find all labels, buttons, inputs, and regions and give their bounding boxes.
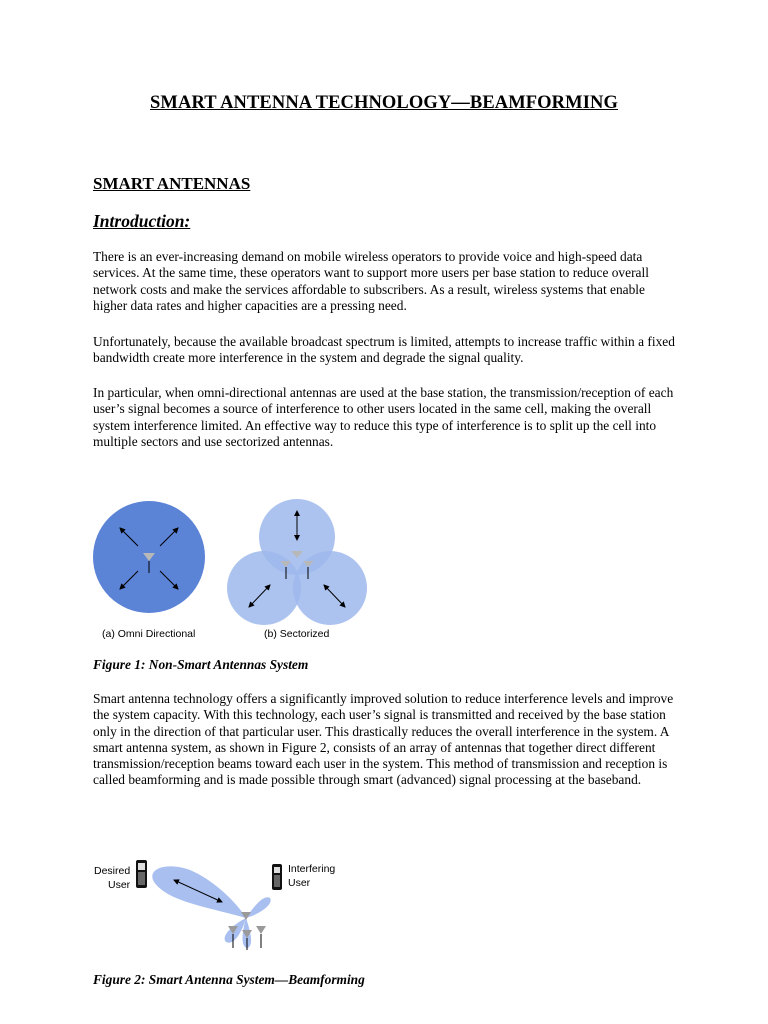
beam-pattern [152, 866, 270, 948]
figure-1-diagram [88, 495, 388, 645]
sectorized-cell [227, 499, 367, 625]
antenna-array-icon [228, 912, 266, 950]
desired-user-label-line-2: User [108, 879, 131, 891]
interfering-user-phone-icon [272, 864, 282, 890]
paragraph-3: In particular, when omni-directional antennas are used at the base station, the transmission/reception of each user’s signal becomes a source of interference to other users located in the same cell, making the overall system interference limited. An effective way to reduce this type of interference is to split up the cell into multiple sectors and use sectorized antennas. [93, 385, 674, 449]
figure-2-diagram [88, 852, 358, 952]
paragraph-4: Smart antenna technology offers a significantly improved solution to reduce interference levels and improve the system capacity. With this technology, each user’s signal is transmitted and received by the base station only in the direction of that particular user. This drastically reduces the overall interference in the system. A smart antenna system, as shown in Figure 2, consists of an array of antennas that together direct different transmission/reception beams toward each user in the system. This method of transmission and reception is called beamforming and is made possible through smart (advanced) signal processing at the baseband. [93, 691, 674, 788]
figure-1-caption: Figure 1: Non-Smart Antennas System [93, 657, 309, 672]
figure-1-label-omni: (a) Omni Directional [102, 628, 196, 640]
paragraph-1: There is an ever-increasing demand on mobile wireless operators to provide voice and high-speed data services. At the same time, these operators want to support more users per base station to reduce overall network costs and make the services affordable to subscribers. As a result, wireless systems that enable higher data rates and higher capacities are a pressing need. [93, 249, 649, 313]
subsection-heading: Introduction: [93, 211, 191, 231]
section-heading: SMART ANTENNAS [93, 174, 251, 193]
desired-user-phone-icon [136, 860, 147, 888]
omni-directional-cell [93, 501, 205, 613]
document-title: SMART ANTENNA TECHNOLOGY—BEAMFORMING [150, 93, 618, 113]
figure-2-caption: Figure 2: Smart Antenna System—Beamforming [93, 972, 365, 987]
paragraph-2: Unfortunately, because the available broadcast spectrum is limited, attempts to increase traffic within a fixed bandwidth create more interference in the system and degrade the signal quality. [93, 334, 675, 366]
interfering-user-label-line-2: User [288, 877, 311, 889]
figure-1-label-sectorized: (b) Sectorized [264, 628, 330, 640]
interfering-user-label-line-1: Interfering [288, 863, 336, 875]
desired-user-label-line-1: Desired [94, 865, 131, 877]
